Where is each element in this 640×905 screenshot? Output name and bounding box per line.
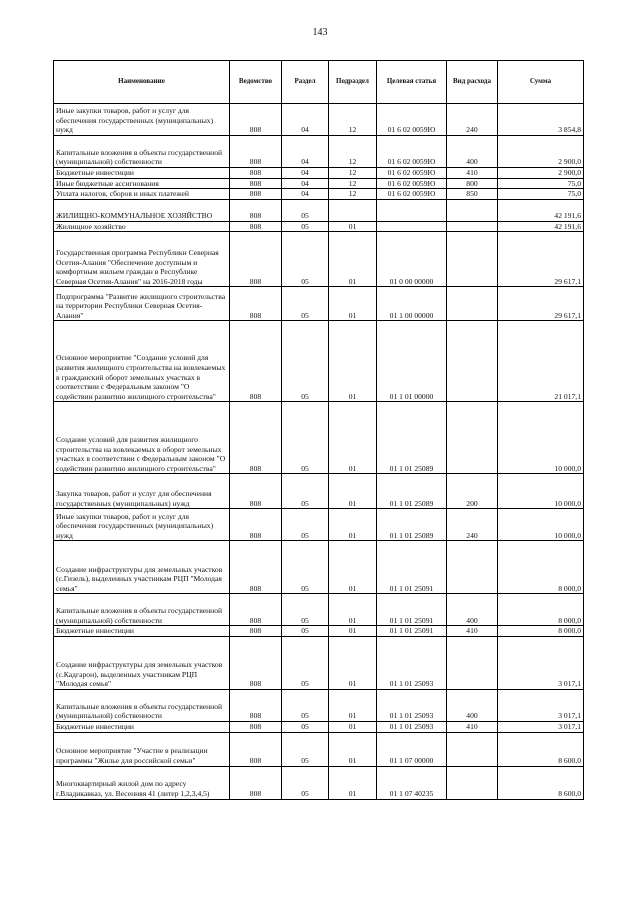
row-target-article (377, 221, 447, 232)
header-expense-type: Вид расхода (447, 61, 498, 104)
table-row (54, 199, 584, 221)
row-target-article: 01 1 01 00000 (377, 321, 447, 402)
table-row (54, 287, 584, 321)
header-target-article: Целевая статья (377, 61, 447, 104)
row-expense-type: 400 (447, 136, 498, 168)
row-subsection: 01 (329, 541, 377, 594)
header-subsection: Подраздел (329, 61, 377, 104)
row-expense-type: 800 (447, 178, 498, 189)
row-sum: 8 000,0 (498, 626, 584, 637)
row-name: Создание инфраструктуры для земельных участков (с.Гизель), выделенных участникам РЦП "Молодая семья" (54, 541, 230, 594)
row-target-article (377, 199, 447, 221)
row-sum: 2 900,0 (498, 168, 584, 179)
row-subsection: 01 (329, 594, 377, 626)
row-section: 05 (282, 509, 329, 541)
row-sum: 42 191,6 (498, 199, 584, 221)
row-expense-type: 410 (447, 721, 498, 732)
row-expense-type (447, 221, 498, 232)
row-section: 05 (282, 541, 329, 594)
row-sum: 10 000,0 (498, 509, 584, 541)
row-subsection: 12 (329, 189, 377, 200)
row-expense-type (447, 199, 498, 221)
row-target-article: 01 0 00 00000 (377, 232, 447, 287)
row-subsection: 12 (329, 168, 377, 179)
row-department: 808 (230, 636, 282, 689)
row-target-article: 01 6 02 0059Ю (377, 189, 447, 200)
row-target-article: 01 6 02 0059Ю (377, 168, 447, 179)
row-expense-type (447, 287, 498, 321)
row-name: Иные закупки товаров, работ и услуг для обеспечения государственных (муниципальных) нужд (54, 104, 230, 136)
row-name: Закупка товаров, работ и услуг для обеспечения государственных (муниципальных) нужд (54, 474, 230, 509)
row-department: 808 (230, 232, 282, 287)
row-subsection: 01 (329, 636, 377, 689)
row-sum: 75,0 (498, 189, 584, 200)
row-section: 05 (282, 766, 329, 799)
row-name: Капитальные вложения в объекты государственной (муниципальной) собственности (54, 594, 230, 626)
row-department: 808 (230, 221, 282, 232)
row-subsection: 01 (329, 626, 377, 637)
row-section: 05 (282, 594, 329, 626)
row-sum: 8 000,0 (498, 541, 584, 594)
row-target-article: 01 1 07 40235 (377, 766, 447, 799)
row-sum: 8 000,0 (498, 594, 584, 626)
row-section: 05 (282, 636, 329, 689)
row-name: Жилищное хозяйство (54, 221, 230, 232)
row-name: Капитальные вложения в объекты государственной (муниципальной) собственности (54, 689, 230, 721)
table-row (54, 766, 584, 799)
row-department: 808 (230, 689, 282, 721)
row-target-article: 01 1 01 25089 (377, 402, 447, 474)
row-name: Иные закупки товаров, работ и услуг для обеспечения государственных (муниципальных) нужд (54, 509, 230, 541)
row-expense-type: 410 (447, 168, 498, 179)
table-row (54, 541, 584, 594)
row-expense-type (447, 732, 498, 766)
header-department: Ведомство (230, 61, 282, 104)
row-expense-type (447, 321, 498, 402)
row-subsection: 01 (329, 766, 377, 799)
row-section: 05 (282, 287, 329, 321)
row-target-article: 01 6 02 0059Ю (377, 136, 447, 168)
row-sum: 3 854,8 (498, 104, 584, 136)
row-target-article: 01 1 01 25093 (377, 721, 447, 732)
row-name: Многоквартирный жилой дом по адресу г.Владикавказ, ул. Весенняя 41 (литер 1,2,3,4,5) (54, 766, 230, 799)
row-department: 808 (230, 189, 282, 200)
table-row (54, 594, 584, 626)
row-department: 808 (230, 168, 282, 179)
row-target-article: 01 6 02 0059Ю (377, 104, 447, 136)
row-subsection: 01 (329, 321, 377, 402)
table-row (54, 721, 584, 732)
row-subsection: 12 (329, 136, 377, 168)
row-department: 808 (230, 321, 282, 402)
row-expense-type: 400 (447, 594, 498, 626)
header-section: Раздел (282, 61, 329, 104)
row-section: 05 (282, 626, 329, 637)
row-section: 04 (282, 178, 329, 189)
row-target-article: 01 1 01 25093 (377, 636, 447, 689)
row-name: ЖИЛИЩНО-КОММУНАЛЬНОЕ ХОЗЯЙСТВО (54, 199, 230, 221)
table-row (54, 474, 584, 509)
header-sum: Сумма (498, 61, 584, 104)
row-name: Капитальные вложения в объекты государственной (муниципальной) собственности (54, 136, 230, 168)
row-name: Основное мероприятие "Участие в реализации программы "Жилье для российской семьи" (54, 732, 230, 766)
row-expense-type (447, 541, 498, 594)
row-target-article: 01 1 01 25091 (377, 541, 447, 594)
row-section: 05 (282, 199, 329, 221)
row-sum: 10 000,0 (498, 474, 584, 509)
row-expense-type: 240 (447, 509, 498, 541)
row-section: 04 (282, 136, 329, 168)
row-department: 808 (230, 541, 282, 594)
row-section: 04 (282, 168, 329, 179)
table-row (54, 232, 584, 287)
row-sum: 10 000,0 (498, 402, 584, 474)
table-row (54, 168, 584, 179)
row-expense-type (447, 636, 498, 689)
row-expense-type: 400 (447, 689, 498, 721)
row-expense-type: 850 (447, 189, 498, 200)
row-subsection: 01 (329, 509, 377, 541)
row-department: 808 (230, 104, 282, 136)
row-section: 05 (282, 732, 329, 766)
row-sum: 3 017,1 (498, 721, 584, 732)
row-target-article: 01 1 01 25089 (377, 474, 447, 509)
row-subsection: 01 (329, 474, 377, 509)
row-name: Создание инфраструктуры для земельных участков (с.Кадгарон), выделенных участникам РЦП "Молодая семья" (54, 636, 230, 689)
row-sum: 21 017,1 (498, 321, 584, 402)
row-target-article: 01 1 00 00000 (377, 287, 447, 321)
table-row (54, 732, 584, 766)
row-section: 05 (282, 221, 329, 232)
table-row (54, 321, 584, 402)
row-subsection: 01 (329, 689, 377, 721)
row-target-article: 01 1 01 25089 (377, 509, 447, 541)
row-subsection: 01 (329, 221, 377, 232)
table-row (54, 221, 584, 232)
row-target-article: 01 1 01 25093 (377, 689, 447, 721)
row-target-article: 01 1 07 00000 (377, 732, 447, 766)
row-section: 04 (282, 189, 329, 200)
row-name: Бюджетные инвестиции (54, 168, 230, 179)
row-expense-type: 410 (447, 626, 498, 637)
row-department: 808 (230, 509, 282, 541)
row-section: 04 (282, 104, 329, 136)
table-row (54, 104, 584, 136)
row-section: 05 (282, 402, 329, 474)
row-name: Создание условий для развития жилищного строительства на вовлекаемых в оборот земельных участках в соответствии с Федеральным законом "О содействии развитию жилищного строительства" (54, 402, 230, 474)
row-name: Уплата налогов, сборов и иных платежей (54, 189, 230, 200)
row-department: 808 (230, 136, 282, 168)
row-sum: 2 900,0 (498, 136, 584, 168)
header-name: Наименование (54, 61, 230, 104)
row-department: 808 (230, 474, 282, 509)
table-row (54, 636, 584, 689)
row-subsection: 01 (329, 402, 377, 474)
row-department: 808 (230, 626, 282, 637)
row-name: Иные бюджетные ассигнования (54, 178, 230, 189)
row-subsection: 01 (329, 287, 377, 321)
row-section: 05 (282, 474, 329, 509)
row-sum: 29 617,1 (498, 232, 584, 287)
page-number: 143 (312, 27, 328, 38)
row-department: 808 (230, 178, 282, 189)
row-department: 808 (230, 199, 282, 221)
row-sum: 75,0 (498, 178, 584, 189)
row-department: 808 (230, 721, 282, 732)
table-row (54, 689, 584, 721)
row-sum: 42 191,6 (498, 221, 584, 232)
table-row (54, 626, 584, 637)
row-subsection: 12 (329, 178, 377, 189)
row-expense-type (447, 402, 498, 474)
row-subsection (329, 199, 377, 221)
row-expense-type: 240 (447, 104, 498, 136)
row-subsection: 12 (329, 104, 377, 136)
row-target-article: 01 1 01 25091 (377, 594, 447, 626)
row-sum: 3 017,1 (498, 636, 584, 689)
row-subsection: 01 (329, 721, 377, 732)
row-subsection: 01 (329, 232, 377, 287)
row-sum: 8 600,0 (498, 732, 584, 766)
row-target-article: 01 6 02 0059Ю (377, 178, 447, 189)
table-row (54, 402, 584, 474)
row-department: 808 (230, 402, 282, 474)
table-row (54, 136, 584, 168)
row-sum: 8 600,0 (498, 766, 584, 799)
row-target-article: 01 1 01 25091 (377, 626, 447, 637)
row-name: Бюджетные инвестиции (54, 721, 230, 732)
row-section: 05 (282, 689, 329, 721)
header-row (54, 61, 584, 104)
row-expense-type (447, 766, 498, 799)
row-expense-type (447, 232, 498, 287)
row-department: 808 (230, 732, 282, 766)
row-section: 05 (282, 232, 329, 287)
row-expense-type: 200 (447, 474, 498, 509)
row-department: 808 (230, 766, 282, 799)
row-name: Бюджетные инвестиции (54, 626, 230, 637)
table-row (54, 509, 584, 541)
row-section: 05 (282, 721, 329, 732)
row-name: Государственная программа Республики Северная Осетия-Алания "Обеспечение доступным и комфортным жильем граждан в Республике Северная Осетия-Алания" на 2016-2018 годы (54, 232, 230, 287)
row-sum: 3 017,1 (498, 689, 584, 721)
table-row (54, 178, 584, 189)
row-department: 808 (230, 287, 282, 321)
row-name: Подпрограмма "Развитие жилищного строительства на территории Республики Северная Осетия-Алания" (54, 287, 230, 321)
row-department: 808 (230, 594, 282, 626)
row-name: Основное мероприятие "Создание условий для развития жилищного строительства на вовлекаемых в гражданский оборот земельных участках в соответствии с Федеральным законом "О содействии развитию жилищного строительства" (54, 321, 230, 402)
row-subsection: 01 (329, 732, 377, 766)
row-sum: 29 617,1 (498, 287, 584, 321)
table-row (54, 189, 584, 200)
row-section: 05 (282, 321, 329, 402)
budget-table (53, 60, 584, 800)
